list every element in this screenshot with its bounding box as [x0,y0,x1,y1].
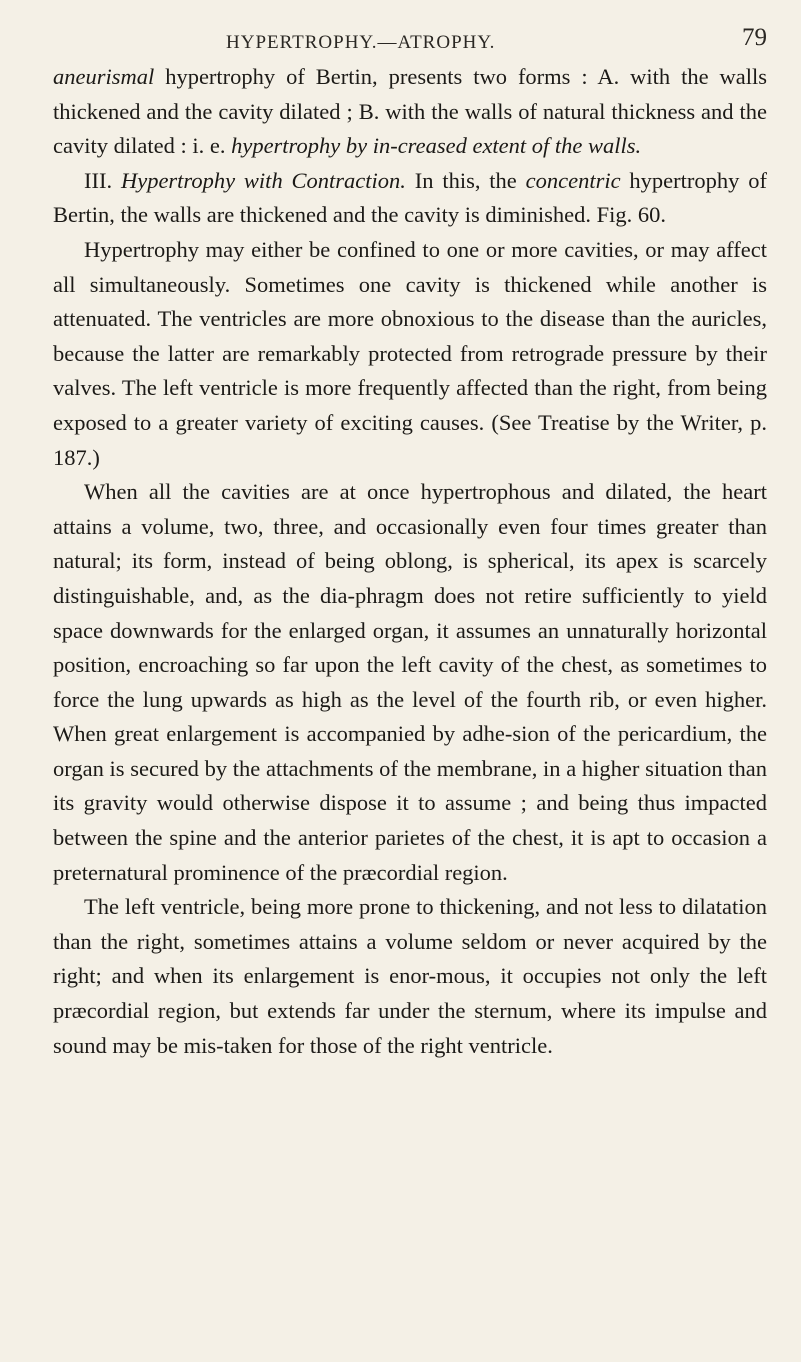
text-run: hypertrophy by in-creased extent of the walls. [231,133,642,159]
text-run: Hypertrophy may either be confined to one or more cavities, or may affect all simultaneously. Sometimes one cavity is thickened while another is attenuated. The ventricles are more obnoxious to the disease than the auricles, because the latter are remarkably protected from retrograde pressure by their valves. The left ventricle is more frequently affected than the right, from being exposed to a greater variety of exciting causes. (See Treatise by the Writer, p. 187.) [53,236,767,470]
text-run: hypertrophy of Bertin, presents two forms : A. with the walls thickened and the cavity dilated ; B. with the walls of natural thickness and the cavity dilated : i. e. [53,64,767,159]
text-run: III. [84,167,121,193]
text-run: concentric [525,167,621,193]
text-run: hypertrophy of Bertin, the walls are thickened and the cavity is diminished. Fig. 60. [53,167,767,228]
paragraph-hypertrophy-contraction [53,164,767,233]
text-run: In this, the [405,167,526,193]
paragraph-cavities [53,233,767,475]
running-head: HYPERTROPHY.—ATROPHY. [226,32,496,53]
paragraph-left-ventricle [53,890,767,1063]
body-text [53,60,767,1063]
text-run: aneurismal [53,64,155,89]
page-number: 79 [742,24,767,51]
paragraph-continuation [53,60,767,164]
text-run: When all the cavities are at once hypertrophous and dilated, the heart attains a volume, two, three, and occasionally even four times greater than natural; its form, instead of being oblong, is spherical, its apex is scarcely distinguishable, and, as the dia-phragm does not retire sufficiently to yield space downwards for the enlarged organ, it assumes an unnaturally horizontal position, encroaching so far upon the left cavity of the chest, as sometimes to force the lung upwards as high as the level of the fourth rib, or even higher. When great enlargement is accompanied by adhe-sion of the pericardium, the organ is secured by the attachments of the membrane, in a higher situation than its gravity would otherwise dispose it to assume ; and being thus impacted between the spine and the anterior parietes of the chest, it is apt to occasion a preternatural prominence of the præcordial region. [53,479,767,885]
paragraph-all-cavities [53,475,767,890]
text-run: The left ventricle, being more prone to thickening, and not less to dilatation than the right, sometimes attains a volume seldom or never acquired by the right; and when its enlargement is enor-mous, it occupies not only the left præcordial region, but extends far under the sternum, where its impulse and sound may be mis-taken for those of the right ventricle. [53,894,767,1058]
text-run: Hypertrophy with Contraction. [120,167,406,193]
